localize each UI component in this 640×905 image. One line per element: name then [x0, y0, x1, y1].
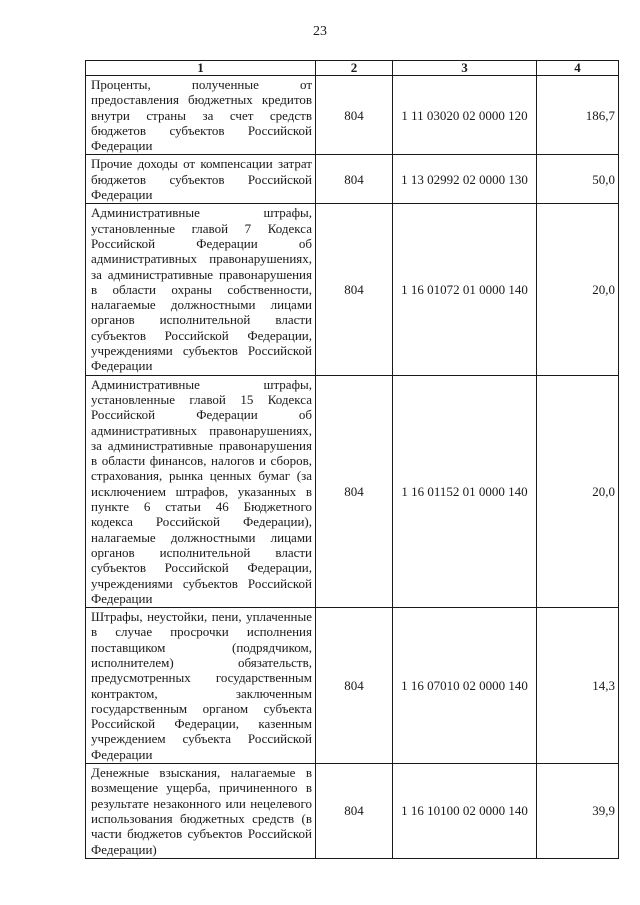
- revenue-name-cell: Проценты, полученные от предоставления бюджетных кредитов внутри страны за счет средств бюджетов субъектов Российской Федерации: [86, 76, 316, 155]
- amount-cell: 50,0: [537, 155, 619, 204]
- table-row: [86, 764, 619, 859]
- revenue-table: [85, 60, 619, 859]
- budget-classification-code-cell: 1 11 03020 02 0000 120: [393, 76, 537, 155]
- column-header-3: 3: [393, 61, 537, 76]
- table-row: [86, 608, 619, 764]
- revenue-name-cell: Административные штрафы, установленные главой 7 Кодекса Российской Федерации об административных правонарушениях, за административные правонарушения в области охраны собственности, налагаемые должностными лицами органов исполнительной власти субъектов Российской Федерации, учреждениями субъектов Российской Федерации: [86, 204, 316, 375]
- amount-cell: 39,9: [537, 764, 619, 859]
- amount-cell: 20,0: [537, 204, 619, 375]
- admin-code-cell: 804: [316, 155, 393, 204]
- amount-cell: 186,7: [537, 76, 619, 155]
- revenue-name-cell: Прочие доходы от компенсации затрат бюджетов субъектов Российской Федерации: [86, 155, 316, 204]
- budget-classification-code-cell: 1 13 02992 02 0000 130: [393, 155, 537, 204]
- admin-code-cell: 804: [316, 76, 393, 155]
- table-row: [86, 76, 619, 155]
- table-row: [86, 375, 619, 607]
- revenue-name-cell: Штрафы, неустойки, пени, уплаченные в случае просрочки исполнения поставщиком (подрядчиком, исполнителем) обязательств, предусмотренных государственным контрактом, заключенным государственным органом субъекта Российской Федерации, казенным учреждением субъекта Российской Федерации: [86, 608, 316, 764]
- admin-code-cell: 804: [316, 764, 393, 859]
- page-number: 23: [313, 24, 327, 39]
- revenue-name-cell: Денежные взыскания, налагаемые в возмещение ущерба, причиненного в результате незаконного или нецелевого использования бюджетных средств (в части бюджетов субъектов Российской Федерации): [86, 764, 316, 859]
- admin-code-cell: 804: [316, 608, 393, 764]
- table-row: [86, 204, 619, 375]
- budget-classification-code-cell: 1 16 07010 02 0000 140: [393, 608, 537, 764]
- budget-classification-code-cell: 1 16 01152 01 0000 140: [393, 375, 537, 607]
- admin-code-cell: 804: [316, 375, 393, 607]
- column-header-2: 2: [316, 61, 393, 76]
- budget-classification-code-cell: 1 16 01072 01 0000 140: [393, 204, 537, 375]
- amount-cell: 14,3: [537, 608, 619, 764]
- amount-cell: 20,0: [537, 375, 619, 607]
- admin-code-cell: 804: [316, 204, 393, 375]
- column-header-1: 1: [86, 61, 316, 76]
- column-header-4: 4: [537, 61, 619, 76]
- revenue-name-cell: Административные штрафы, установленные главой 15 Кодекса Российской Федерации об административных правонарушениях, за административные правонарушения в области финансов, налогов и сборов, страхования, рынка ценных бумаг (за исключением штрафов, указанных в пункте 6 статьи 46 Бюджетного кодекса Российской Федерации), налагаемые должностными лицами органов исполнительной власти субъектов Российской Федерации, учреждениями субъектов Российской Федерации: [86, 375, 316, 607]
- table-row: [86, 155, 619, 204]
- table-header-row: [86, 61, 619, 76]
- budget-classification-code-cell: 1 16 10100 02 0000 140: [393, 764, 537, 859]
